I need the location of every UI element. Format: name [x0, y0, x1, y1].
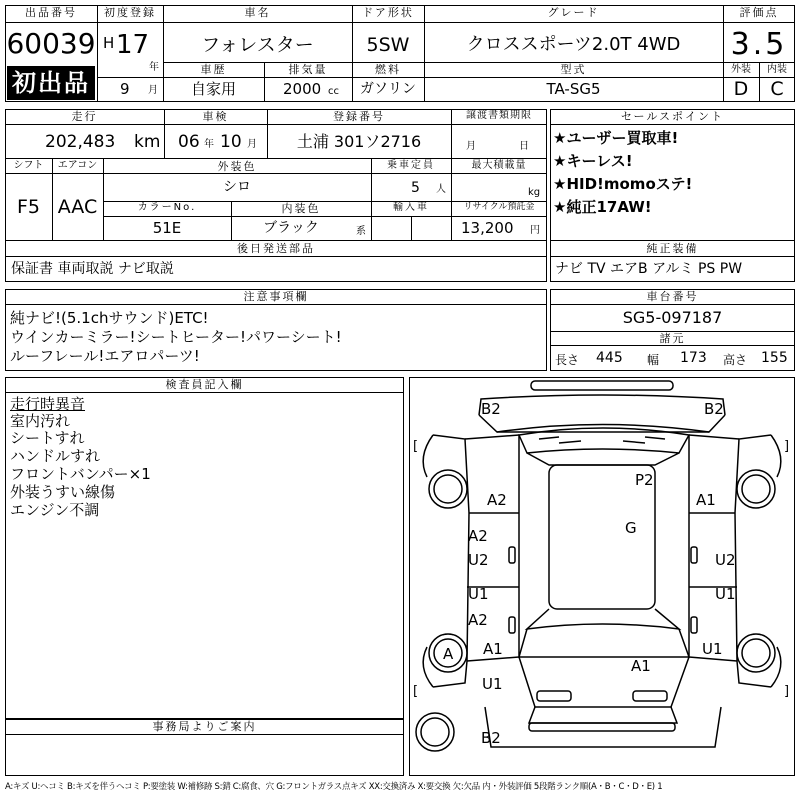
- height: 155: [761, 350, 788, 366]
- divider: [5, 240, 547, 241]
- month-unit: 月: [148, 85, 158, 96]
- exterior-color: シロ: [223, 179, 251, 195]
- history-label: 車歴: [200, 63, 227, 76]
- divider: [550, 304, 795, 305]
- inspection-label: 車検: [202, 110, 229, 123]
- damage-mark: A: [443, 645, 454, 663]
- damage-mark: A1: [696, 491, 716, 509]
- inspection-year: 06: [178, 132, 200, 152]
- divider: [97, 5, 98, 102]
- divider: [5, 392, 404, 393]
- notes-label: 注意事項欄: [243, 290, 309, 303]
- equipment-label: 純正装備: [646, 242, 699, 255]
- later-parts-label: 後日発送部品: [237, 242, 315, 255]
- damage-mark: U1: [482, 675, 503, 693]
- first-reg-month: 9: [120, 80, 130, 98]
- height-label: 高さ: [723, 353, 748, 367]
- displacement-label: 排気量: [288, 63, 328, 76]
- registration-number: 土浦 301ソ2716: [296, 132, 422, 151]
- office-label: 事務局よりご案内: [152, 720, 257, 733]
- fuel-label: 燃料: [375, 63, 401, 76]
- transfer-deadline-label: 譲渡書類期限: [466, 110, 532, 121]
- color-no-label: カラーNo.: [137, 202, 197, 213]
- sales-point: ★純正17AW!: [553, 198, 652, 216]
- divider: [5, 256, 547, 257]
- ac-label: エアコン: [57, 160, 98, 171]
- year-unit: 年: [149, 62, 159, 73]
- windshield: [527, 609, 679, 629]
- width: 173: [680, 350, 707, 366]
- car-name-label: 車名: [244, 6, 271, 19]
- later-parts: 保証書 車両取説 ナビ取説: [11, 261, 174, 277]
- interior-grade: C: [770, 78, 784, 100]
- mileage-label: 走行: [71, 110, 98, 123]
- inspector-line: ハンドルすれ: [10, 447, 101, 465]
- damage-mark: B2: [481, 729, 501, 747]
- note-line: ウインカーミラー!シートヒーター!パワーシート!: [10, 328, 342, 346]
- front-bumper-outline: [529, 723, 675, 731]
- interior-label: 内装: [767, 64, 787, 75]
- grade-label: グレード: [547, 6, 600, 19]
- damage-mark: A2: [487, 491, 507, 509]
- length: 445: [596, 350, 623, 366]
- max-load-label: 最大積載量: [471, 160, 527, 171]
- damage-mark: G: [625, 519, 637, 537]
- damage-mark: A1: [483, 640, 503, 658]
- sales-point: ★HID!momoステ!: [553, 175, 693, 193]
- inspection-month: 10: [220, 132, 242, 152]
- capacity: 5: [411, 180, 420, 196]
- recycle-fee: 13,200: [461, 219, 514, 237]
- inspector-line: 走行時異音: [10, 395, 86, 413]
- inspection-month-unit: 月: [247, 139, 257, 150]
- first-reg-label: 初度登録: [104, 6, 156, 19]
- inspector-line: エンジン不調: [10, 501, 100, 519]
- displacement: 2000: [283, 80, 322, 98]
- era: H: [103, 34, 115, 52]
- divider: [163, 62, 795, 63]
- damage-mark: U1: [468, 585, 489, 603]
- width-label: 幅: [647, 353, 660, 367]
- lot-number: 60039: [6, 27, 96, 60]
- shift: F5: [16, 196, 41, 218]
- divider: [550, 345, 795, 346]
- rear-bumper-outline: [531, 381, 673, 390]
- divider: [550, 240, 795, 241]
- bracket: [: [413, 684, 419, 699]
- sales-point: ★キーレス!: [553, 152, 633, 170]
- grade: クロススポーツ2.0T 4WD: [466, 34, 681, 55]
- bracket: ]: [784, 439, 790, 454]
- divider: [550, 256, 795, 257]
- chassis-label: 車台番号: [646, 290, 699, 303]
- inspector-line: 室内汚れ: [10, 412, 71, 430]
- score: 3.5: [730, 27, 788, 62]
- inspector-line: フロントバンパー×1: [10, 465, 151, 483]
- note-line: 純ナビ!(5.1chサウンド)ETC!: [10, 309, 209, 327]
- rear-outline: [479, 395, 725, 415]
- reg-label: 登録番号: [333, 110, 385, 123]
- max-load-unit: kg: [528, 187, 541, 198]
- damage-mark: U1: [702, 640, 723, 658]
- fuel: ガソリン: [360, 81, 416, 97]
- damage-mark: U2: [715, 551, 736, 569]
- shift-label: シフト: [13, 160, 44, 171]
- first-listing-badge: 初出品: [7, 66, 95, 100]
- divider: [411, 216, 412, 240]
- model-label: 型式: [560, 63, 587, 76]
- displacement-unit: cc: [328, 86, 339, 97]
- damage-mark: A2: [468, 527, 488, 545]
- divider: [5, 304, 547, 305]
- mileage-unit: km: [134, 132, 161, 152]
- damage-mark: U2: [468, 551, 489, 569]
- history: 自家用: [190, 80, 236, 98]
- equipment: ナビ TV エアB アルミ PS PW: [555, 261, 743, 277]
- transfer-month-unit: 月: [466, 141, 476, 152]
- divider: [5, 158, 547, 159]
- exterior-grade: D: [733, 78, 749, 100]
- color-number: 51E: [152, 219, 182, 237]
- damage-mark: U1: [715, 585, 736, 603]
- transfer-day-unit: 日: [519, 141, 529, 152]
- interior-color-unit: 系: [356, 226, 366, 237]
- divider: [97, 22, 795, 23]
- divider: [163, 77, 723, 78]
- damage-mark: B2: [481, 400, 501, 418]
- note-line: ルーフレール!エアロパーツ!: [10, 347, 200, 365]
- bracket: [: [413, 439, 419, 454]
- color-label: 外装色: [217, 160, 257, 173]
- interior-color-label: 内装色: [281, 202, 321, 215]
- divider: [5, 173, 547, 174]
- divider: [97, 77, 163, 78]
- divider: [550, 124, 795, 125]
- door-label: ドア形状: [362, 6, 414, 19]
- sales-points-label: セールスポイント: [620, 110, 724, 123]
- exterior-label: 外装: [731, 64, 751, 75]
- interior-color: ブラック: [263, 220, 319, 236]
- first-reg-year: 17: [116, 30, 150, 60]
- door-type: 5SW: [366, 34, 410, 56]
- model: TA-SG5: [546, 80, 601, 98]
- mileage: 202,483: [45, 132, 116, 152]
- damage-mark: B2: [704, 400, 724, 418]
- inspector-line: シートすれ: [10, 429, 85, 447]
- damage-mark: A1: [631, 657, 651, 675]
- divider: [5, 734, 404, 735]
- car-damage-diagram: [409, 377, 795, 776]
- recycle-label: リサイクル預託金: [463, 202, 535, 212]
- damage-mark: A2: [468, 611, 488, 629]
- recycle-unit: 円: [530, 225, 540, 236]
- score-label: 評価点: [739, 6, 779, 19]
- bracket: ]: [784, 684, 790, 699]
- damage-mark: P2: [635, 471, 654, 489]
- front-lower-outline: [485, 707, 721, 747]
- capacity-label: 乗車定員: [387, 160, 435, 171]
- chassis-number: SG5-097187: [622, 308, 723, 327]
- spec-label: 諸元: [659, 332, 686, 345]
- air-conditioner: AAC: [57, 196, 98, 218]
- legend: A:キズ U:ヘコミ B:キズを伴うヘコミ P:要塗装 W:補修跡 S:錆 C:腐食、穴 G:フロントガラス点キズ XX:交換済み X:要交換 欠:欠品 内・外装評価 5段階ランク順(A・B・C・D・E) 1: [5, 782, 663, 792]
- inspector-label: 検査員記入欄: [165, 378, 244, 391]
- sales-point: ★ユーザー買取車!: [553, 129, 679, 147]
- length-label: 長さ: [555, 353, 580, 367]
- divider: [103, 216, 547, 217]
- inspection-year-unit: 年: [204, 139, 214, 150]
- divider: [5, 22, 97, 23]
- car-name: フォレスター: [201, 34, 314, 56]
- import-label: 輸入車: [393, 202, 429, 213]
- divider: [5, 124, 547, 125]
- capacity-unit: 人: [436, 184, 446, 195]
- hood-outline: [519, 657, 689, 707]
- inspector-line: 外装うすい線傷: [10, 483, 116, 501]
- lot-label: 出品番号: [25, 6, 77, 19]
